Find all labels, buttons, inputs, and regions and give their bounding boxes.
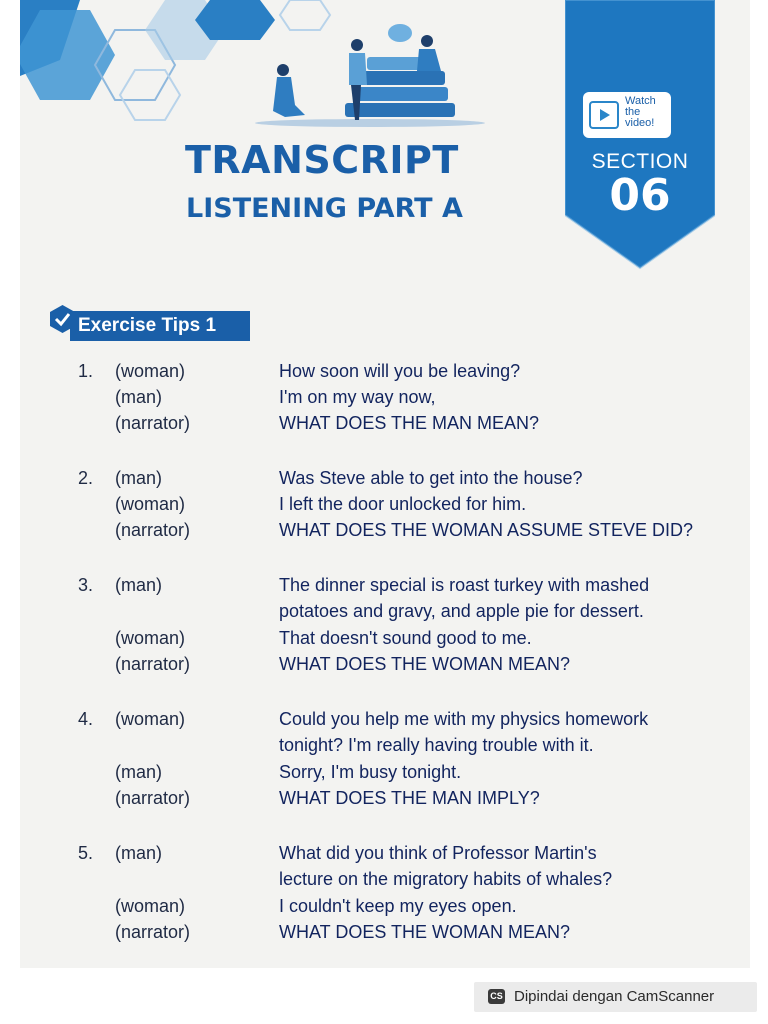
item-number: 5. — [78, 843, 94, 863]
transcript-page — [20, 0, 750, 968]
section-label: SECTION — [591, 150, 689, 173]
speaker-label: (woman) — [115, 628, 186, 648]
speaker-label: (man) — [115, 468, 163, 488]
speaker-label: (narrator) — [115, 520, 191, 540]
speaker-label: (man) — [115, 575, 163, 595]
dialogue-line: lecture on the migratory habits of whales? — [279, 869, 613, 889]
page-subtitle: LISTENING PART A — [186, 193, 463, 224]
watch-video-button[interactable] — [583, 92, 671, 138]
dialogue-line: I left the door unlocked for him. — [279, 494, 527, 514]
speaker-label: (woman) — [115, 896, 186, 916]
speaker-label: (woman) — [115, 709, 186, 729]
speaker-label: (man) — [115, 762, 163, 782]
dialogue-line: Was Steve able to get into the house? — [279, 468, 583, 488]
speaker-label: (woman) — [115, 361, 186, 381]
item-number: 1. — [78, 361, 94, 381]
camscanner-watermark — [474, 982, 757, 1012]
question-line: WHAT DOES THE MAN IMPLY? — [279, 788, 540, 808]
question-line: WHAT DOES THE WOMAN MEAN? — [279, 922, 571, 942]
exercise-tips-label: Exercise Tips 1 — [70, 311, 250, 341]
section-number: 06 — [609, 170, 671, 221]
students-illustration — [245, 15, 495, 130]
question-line: WHAT DOES THE MAN MEAN? — [279, 413, 540, 433]
watch-video-label: Watch the video! — [625, 95, 656, 129]
dialogue-line: What did you think of Professor Martin's — [279, 843, 597, 863]
speaker-label: (narrator) — [115, 413, 191, 433]
item-number: 4. — [78, 709, 94, 729]
dialogue-line: That doesn't sound good to me. — [279, 628, 532, 648]
dialogue-line: I couldn't keep my eyes open. — [279, 896, 517, 916]
speaker-label: (narrator) — [115, 654, 191, 674]
play-icon — [589, 101, 619, 129]
dialogue-line: How soon will you be leaving? — [279, 361, 521, 381]
item-number: 3. — [78, 575, 94, 595]
dialogue-line: tonight? I'm really having trouble with it. — [279, 735, 594, 755]
speaker-label: (man) — [115, 843, 163, 863]
camscanner-text: Dipindai dengan CamScanner — [514, 988, 715, 1005]
speaker-label: (man) — [115, 387, 163, 407]
item-number: 2. — [78, 468, 94, 488]
speaker-label: (narrator) — [115, 922, 191, 942]
dialogue-line: I'm on my way now, — [279, 387, 436, 407]
speaker-label: (narrator) — [115, 788, 191, 808]
speaker-label: (woman) — [115, 494, 186, 514]
dialogue-line: potatoes and gravy, and apple pie for dessert. — [279, 601, 644, 621]
dialogue-line: Sorry, I'm busy tonight. — [279, 762, 462, 782]
page-title: TRANSCRIPT — [185, 138, 459, 182]
question-line: WHAT DOES THE WOMAN ASSUME STEVE DID? — [279, 520, 694, 540]
camscanner-logo-icon: CS — [488, 989, 505, 1004]
question-line: WHAT DOES THE WOMAN MEAN? — [279, 654, 571, 674]
dialogue-line: The dinner special is roast turkey with mashed — [279, 575, 650, 595]
dialogue-line: Could you help me with my physics homework — [279, 709, 649, 729]
